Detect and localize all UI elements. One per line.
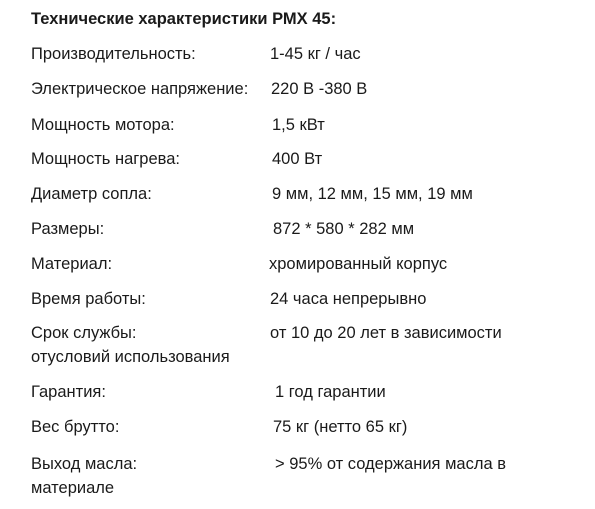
spec-value: 9 мм, 12 мм, 15 мм, 19 мм — [272, 185, 473, 203]
spec-label: Вес брутто: — [31, 418, 120, 436]
spec-value: 1 год гарантии — [275, 383, 386, 401]
spec-value: 400 Вт — [272, 150, 323, 168]
spec-label: Диаметр сопла: — [31, 185, 152, 203]
spec-label: Гарантия: — [31, 383, 106, 401]
spec-label: Производительность: — [31, 45, 196, 63]
spec-value: 1-45 кг / час — [270, 45, 361, 63]
spec-value: 872 * 580 * 282 мм — [273, 220, 415, 238]
spec-value: 75 кг (нетто 65 кг) — [273, 418, 408, 436]
spec-value: > 95% от содержания масла в — [275, 455, 506, 473]
spec-label: Электрическое напряжение: — [31, 80, 249, 98]
spec-value: 1,5 кВт — [272, 116, 325, 134]
spec-label: Время работы: — [31, 290, 146, 308]
spec-label: Выход масла: — [31, 455, 138, 473]
spec-value: от 10 до 20 лет в зависимости — [270, 324, 502, 342]
spec-value: 24 часа непрерывно — [270, 290, 427, 308]
spec-label: Срок службы: — [31, 324, 137, 342]
spec-label: Мощность мотора: — [31, 116, 175, 134]
spec-label: отусловий использования — [31, 348, 230, 366]
spec-label: Размеры: — [31, 220, 105, 238]
spec-label: Мощность нагрева: — [31, 150, 180, 168]
spec-value: 220 В -380 В — [271, 80, 368, 98]
spec-label: Материал: — [31, 255, 113, 273]
spec-label: материале — [31, 479, 115, 497]
spec-value: хромированный корпус — [269, 255, 448, 273]
document-title: Технические характеристики РМХ 45: — [31, 10, 337, 28]
